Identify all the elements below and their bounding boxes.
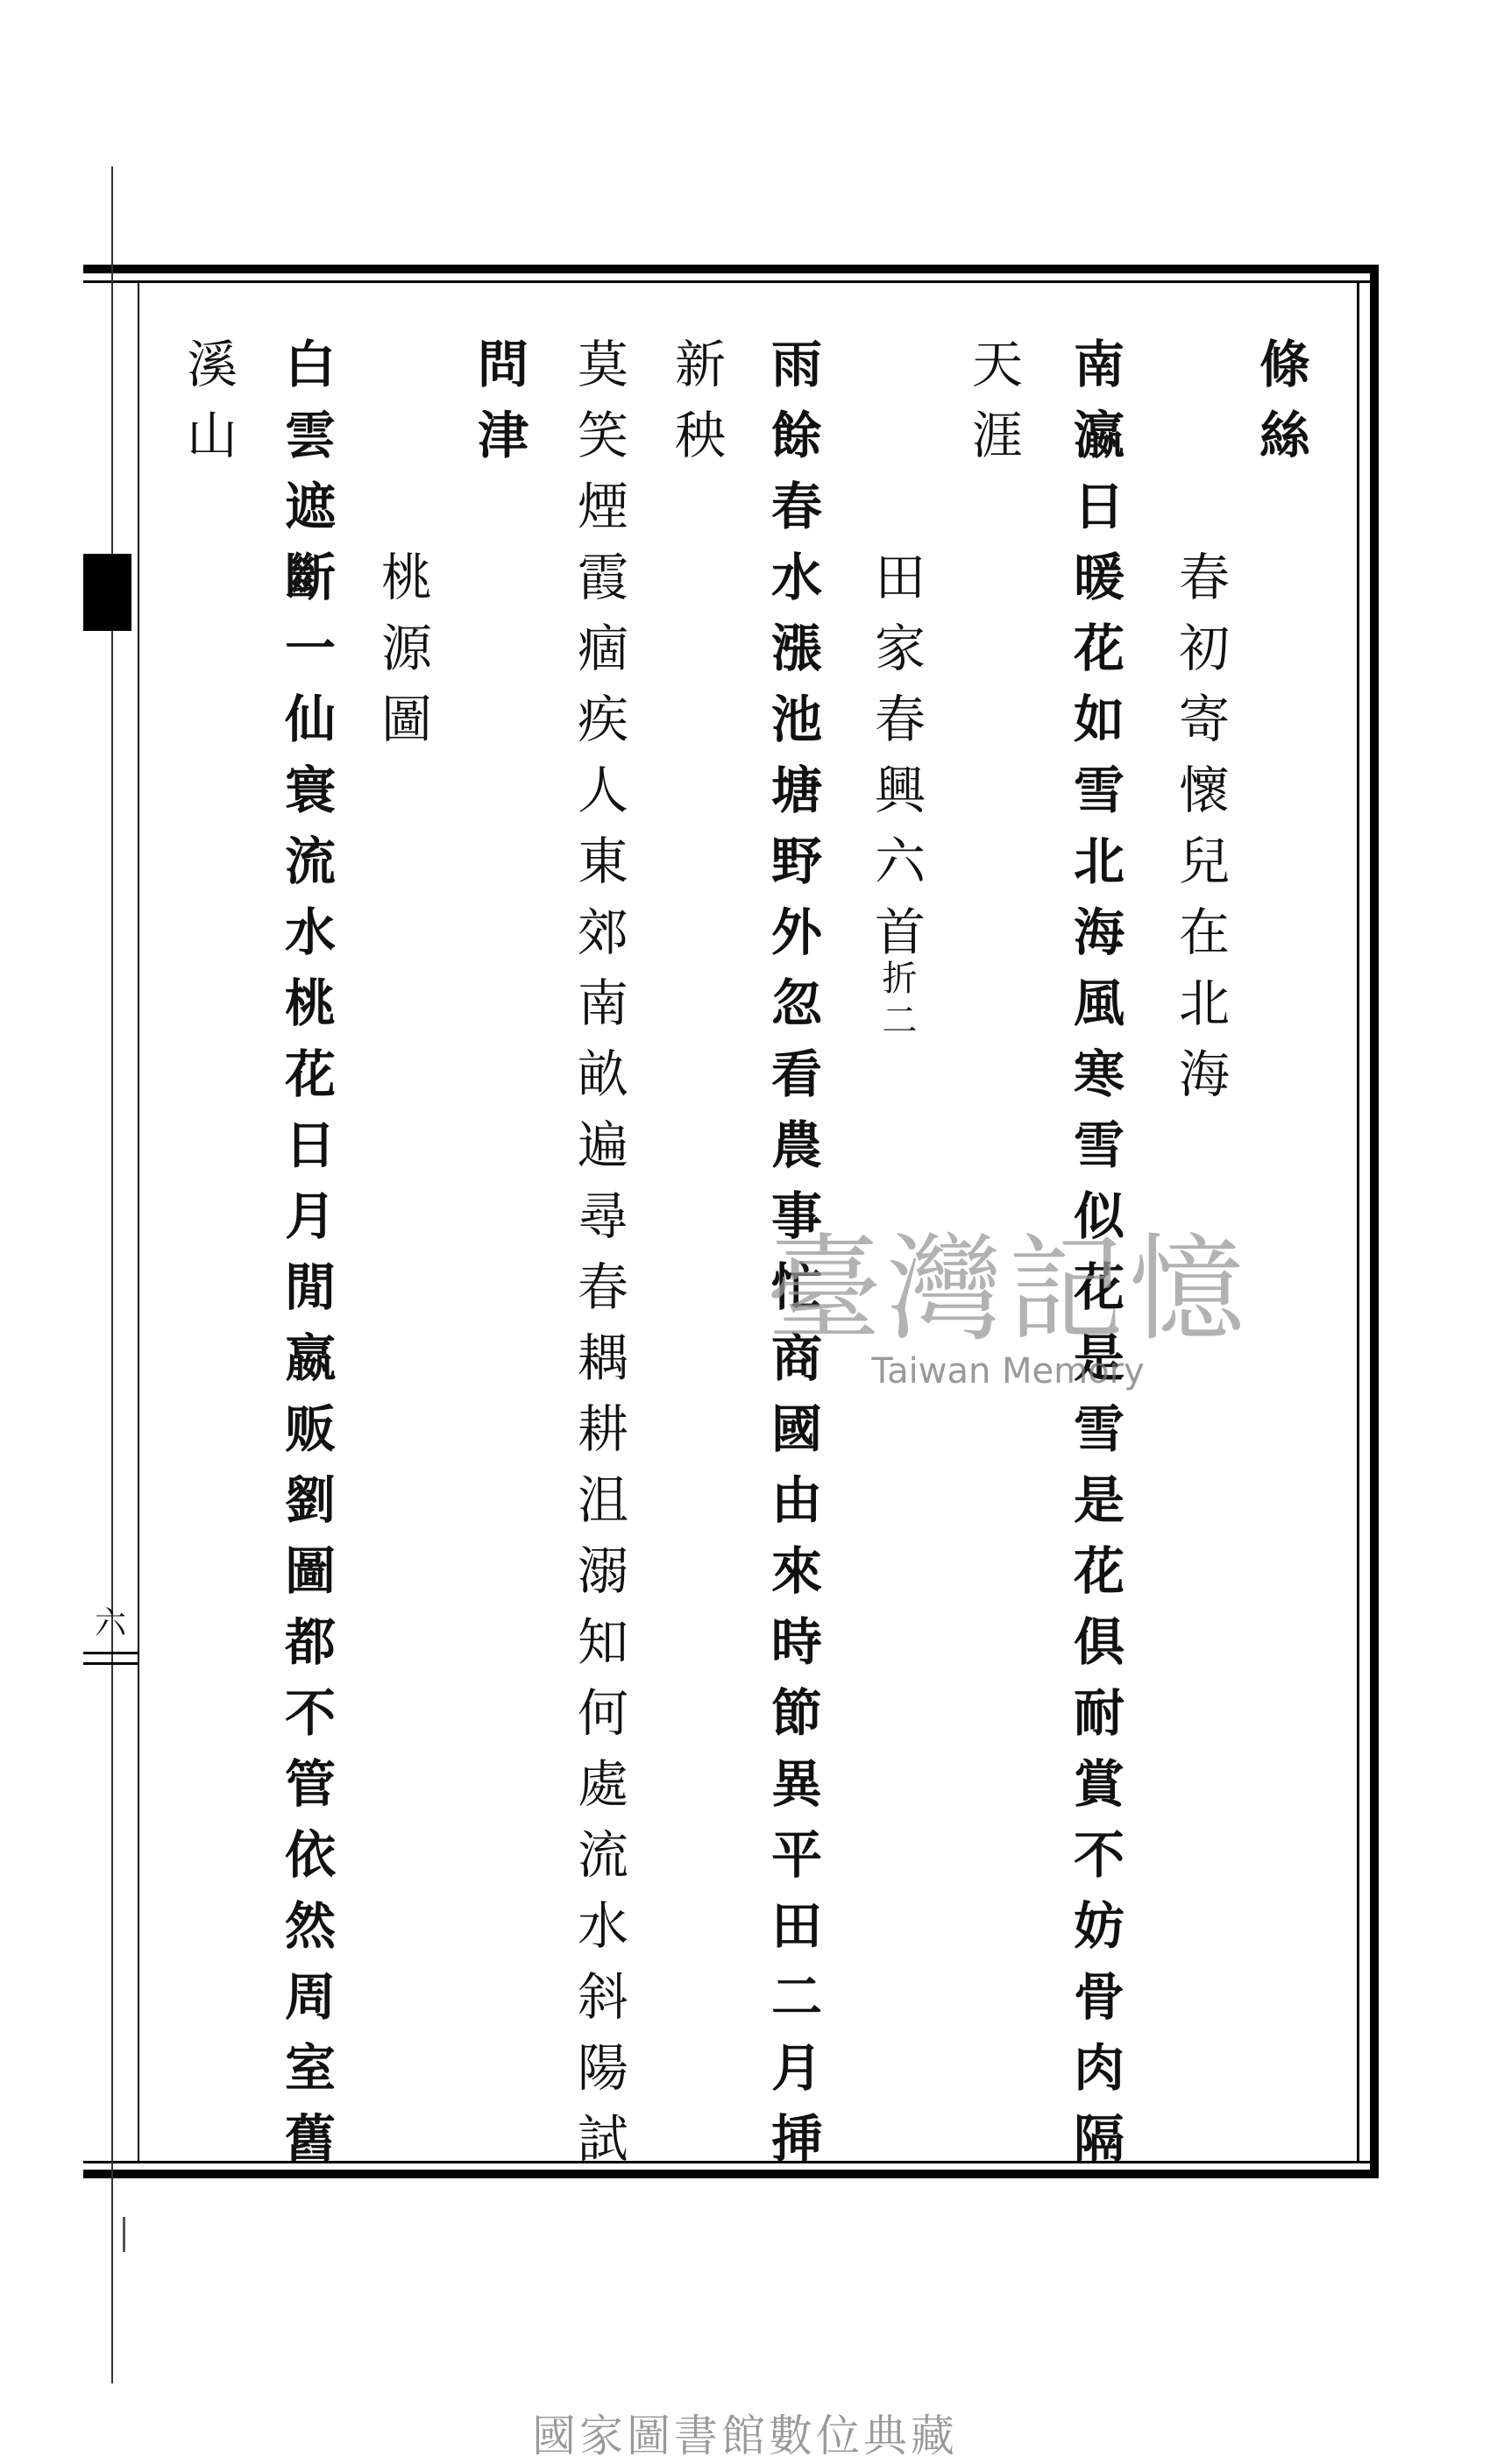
poem-line: 溪山 xyxy=(178,337,238,479)
watermark-logo xyxy=(745,1222,1271,1420)
poem-note: 折二 xyxy=(876,959,917,1044)
fold-mark xyxy=(83,1662,138,1665)
poem-title: 田家春興六首 xyxy=(866,550,926,976)
poem-line: 天涯 xyxy=(963,337,1023,479)
frame-right-inner-rule xyxy=(1357,280,1359,2163)
poem-line: 白雲遮斷一仙寰流水桃花日月閒嬴贩劉圖都不管依然周室舊 xyxy=(276,337,336,2183)
leaf-number: 六 xyxy=(95,1605,127,1641)
poem-line: 問津 xyxy=(469,337,529,479)
fish-tail-mark xyxy=(83,554,131,631)
poem-line: 南瀛日暖花如雪北海風寒雪似花是雪是花俱耐賞不妨骨肉隔 xyxy=(1065,337,1125,2183)
frame-left-rule xyxy=(138,280,139,2163)
fold-mark xyxy=(83,1652,138,1654)
text-column: 條絲 xyxy=(1251,337,1310,479)
fold-line xyxy=(111,166,113,2383)
margin-mark xyxy=(123,2217,125,2252)
poem-line: 莫笑煙霞痼疾人東郊南畝遍尋春耦耕沮溺知何處流水斜陽試 xyxy=(569,337,628,2183)
watermark-subtitle: Taiwan Memory xyxy=(871,1351,1145,1392)
watermark-title: 臺灣記憶 xyxy=(766,1222,1250,1357)
frame-top-rule xyxy=(83,265,1379,273)
frame-top-inner-rule xyxy=(83,280,1379,283)
poem-title: 春初寄懷兒在北海 xyxy=(1170,550,1230,1118)
frame-right-rule xyxy=(1370,265,1379,2178)
poem-line: 新秧 xyxy=(666,337,726,479)
poem-line: 雨餘春水漲池塘野外忽看農事忙商國由來時節異平田二月挿 xyxy=(763,337,822,2183)
footer-caption: 國家圖書館數位典藏 xyxy=(532,2411,958,2461)
poem-title: 桃源圖 xyxy=(372,550,432,763)
